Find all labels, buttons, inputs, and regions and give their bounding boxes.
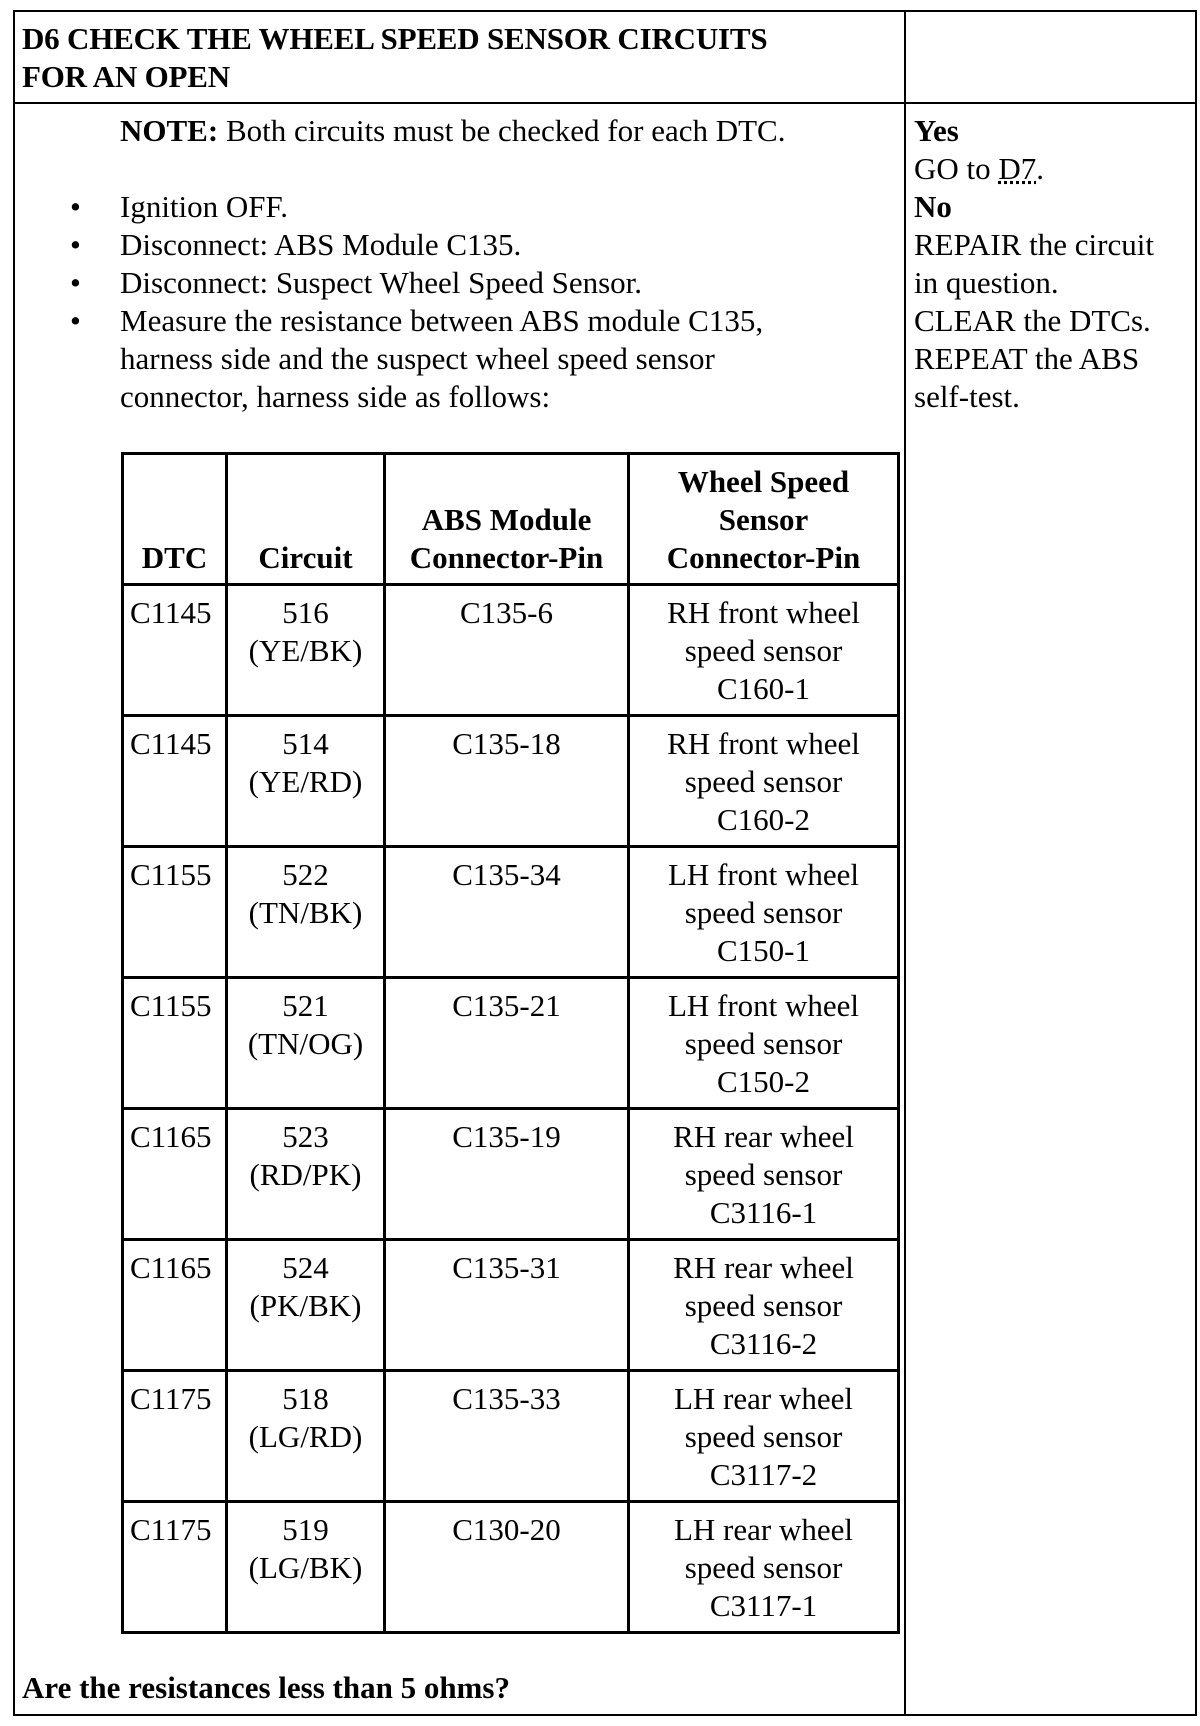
- sensor-pin: C150-2: [717, 1064, 810, 1099]
- bullet-icon: •: [70, 265, 81, 300]
- table-row: [123, 716, 899, 847]
- table-row: [123, 1502, 899, 1633]
- yes-label: Yes: [914, 113, 959, 148]
- header-column-divider: [904, 10, 906, 104]
- wire-color: (YE/BK): [248, 633, 363, 668]
- no-action-line: CLEAR the DTCs.: [914, 303, 1151, 338]
- cell-abs-pin: C130-20: [385, 1502, 629, 1633]
- cell-dtc: C1165: [123, 1109, 227, 1240]
- header-text: ABS Module: [421, 502, 592, 537]
- yes-action: [914, 150, 1194, 188]
- procedure-line: Disconnect: ABS Module C135.: [120, 227, 522, 262]
- sensor-name: LH front wheel: [667, 857, 860, 892]
- circuit-number: 514: [282, 726, 329, 761]
- procedure-item: [70, 302, 900, 416]
- circuit-number: 521: [282, 988, 329, 1023]
- sensor-name: speed sensor: [684, 1288, 843, 1323]
- cell-sensor-pin: [629, 1371, 899, 1502]
- circuit-number: 518: [282, 1381, 329, 1416]
- header-text: Connector-Pin: [666, 540, 861, 575]
- sensor-pin: C3117-1: [709, 1588, 818, 1623]
- sensor-name: RH rear wheel: [673, 1250, 854, 1285]
- cell-circuit: [227, 716, 385, 847]
- no-action-line: REPEAT the ABS: [914, 341, 1140, 376]
- header-text: DTC: [141, 540, 208, 575]
- procedure-item: [70, 226, 900, 264]
- sensor-name: LH rear wheel: [673, 1512, 853, 1547]
- sensor-name: RH front wheel: [667, 726, 860, 761]
- sensor-name: speed sensor: [684, 1026, 843, 1061]
- procedure-line: Ignition OFF.: [120, 189, 289, 224]
- no-action-line: REPAIR the circuit: [914, 227, 1154, 262]
- sensor-name: speed sensor: [684, 895, 843, 930]
- sensor-name: RH rear wheel: [673, 1119, 854, 1154]
- cell-dtc: C1165: [123, 1240, 227, 1371]
- cell-abs-pin: C135-33: [385, 1371, 629, 1502]
- procedure-line: connector, harness side as follows:: [120, 379, 551, 414]
- goto-d7-link[interactable]: D7: [998, 151, 1037, 186]
- yes-suffix: .: [1036, 151, 1045, 186]
- pin-resistance-table: [121, 452, 900, 1634]
- sensor-pin: C150-1: [717, 933, 810, 968]
- bullet-icon: •: [70, 189, 81, 224]
- procedure-item: [70, 188, 900, 226]
- sensor-name: LH front wheel: [667, 988, 860, 1023]
- table-row: [123, 1109, 899, 1240]
- cell-dtc: C1145: [123, 716, 227, 847]
- bullet-icon: •: [70, 227, 81, 262]
- wire-color: (YE/RD): [248, 764, 363, 799]
- wire-color: (TN/BK): [248, 895, 363, 930]
- cell-dtc: C1145: [123, 585, 227, 716]
- procedure-line: Measure the resistance between ABS module C135,: [120, 303, 764, 338]
- cell-circuit: [227, 847, 385, 978]
- sensor-pin: C160-1: [717, 671, 810, 706]
- sensor-pin: C3117-2: [709, 1457, 818, 1492]
- sensor-name: speed sensor: [684, 1157, 843, 1192]
- step-title-line-2: FOR AN OPEN: [22, 59, 230, 94]
- cell-dtc: C1175: [123, 1371, 227, 1502]
- sensor-name: LH rear wheel: [673, 1381, 853, 1416]
- procedure-line: Disconnect: Suspect Wheel Speed Sensor.: [120, 265, 643, 300]
- step-question: Are the resistances less than 5 ohms?: [22, 1670, 510, 1705]
- header-text: Circuit: [258, 540, 353, 575]
- cell-sensor-pin: [629, 847, 899, 978]
- wire-color: (PK/BK): [249, 1288, 362, 1323]
- sensor-pin: C3116-1: [709, 1195, 818, 1230]
- cell-circuit: [227, 1109, 385, 1240]
- table-row: [123, 1371, 899, 1502]
- cell-dtc: C1155: [123, 978, 227, 1109]
- sensor-name: speed sensor: [684, 1550, 843, 1585]
- cell-abs-pin: C135-19: [385, 1109, 629, 1240]
- procedure-list: [70, 188, 900, 416]
- yes-prefix: GO to: [914, 151, 999, 186]
- circuit-number: 524: [282, 1250, 329, 1285]
- table-row: [123, 847, 899, 978]
- sensor-name: speed sensor: [684, 764, 843, 799]
- body-column-divider: [904, 102, 906, 1716]
- table-row: [123, 1240, 899, 1371]
- circuit-number: 519: [282, 1512, 329, 1547]
- cell-dtc: C1175: [123, 1502, 227, 1633]
- cell-abs-pin: C135-6: [385, 585, 629, 716]
- cell-abs-pin: C135-21: [385, 978, 629, 1109]
- no-action-line: in question.: [914, 265, 1059, 300]
- sensor-name: speed sensor: [684, 633, 843, 668]
- cell-circuit: [227, 978, 385, 1109]
- table-header-row: [123, 454, 899, 585]
- no-label: No: [914, 189, 952, 224]
- bullet-icon: •: [70, 303, 81, 338]
- cell-abs-pin: C135-18: [385, 716, 629, 847]
- cell-sensor-pin: [629, 978, 899, 1109]
- column-header-sensor-pin: [629, 454, 899, 585]
- note: [120, 112, 785, 150]
- circuit-number: 522: [282, 857, 329, 892]
- note-label: NOTE:: [120, 113, 219, 148]
- wire-color: (LG/BK): [248, 1550, 363, 1585]
- cell-abs-pin: C135-31: [385, 1240, 629, 1371]
- procedure-line: harness side and the suspect wheel speed sensor: [120, 341, 715, 376]
- step-title: [22, 20, 892, 96]
- cell-circuit: [227, 1371, 385, 1502]
- cell-circuit: [227, 1502, 385, 1633]
- circuit-number: 516: [282, 595, 329, 630]
- table-row: [123, 585, 899, 716]
- cell-circuit: [227, 1240, 385, 1371]
- header-text: Connector-Pin: [409, 540, 604, 575]
- step-title-line-1: D6 CHECK THE WHEEL SPEED SENSOR CIRCUITS: [22, 21, 768, 56]
- column-header-dtc: [123, 454, 227, 585]
- sensor-pin: C160-2: [717, 802, 810, 837]
- column-header-abs-pin: [385, 454, 629, 585]
- wire-color: (TN/OG): [247, 1026, 364, 1061]
- sensor-pin: C3116-2: [709, 1326, 818, 1361]
- column-header-circuit: [227, 454, 385, 585]
- cell-abs-pin: C135-34: [385, 847, 629, 978]
- circuit-number: 523: [282, 1119, 329, 1154]
- sensor-name: RH front wheel: [667, 595, 860, 630]
- header-text: Wheel Speed: [677, 464, 850, 499]
- cell-dtc: C1155: [123, 847, 227, 978]
- no-action-line: self-test.: [914, 379, 1020, 414]
- header-text: Sensor: [718, 502, 809, 537]
- wire-color: (RD/PK): [249, 1157, 362, 1192]
- table-row: [123, 978, 899, 1109]
- sensor-name: speed sensor: [684, 1419, 843, 1454]
- wire-color: (LG/RD): [248, 1419, 363, 1454]
- cell-sensor-pin: [629, 1502, 899, 1633]
- cell-sensor-pin: [629, 1109, 899, 1240]
- results-column: [914, 112, 1194, 416]
- cell-circuit: [227, 585, 385, 716]
- cell-sensor-pin: [629, 716, 899, 847]
- cell-sensor-pin: [629, 585, 899, 716]
- cell-sensor-pin: [629, 1240, 899, 1371]
- note-text: Both circuits must be checked for each DTC.: [218, 113, 786, 148]
- procedure-item: [70, 264, 900, 302]
